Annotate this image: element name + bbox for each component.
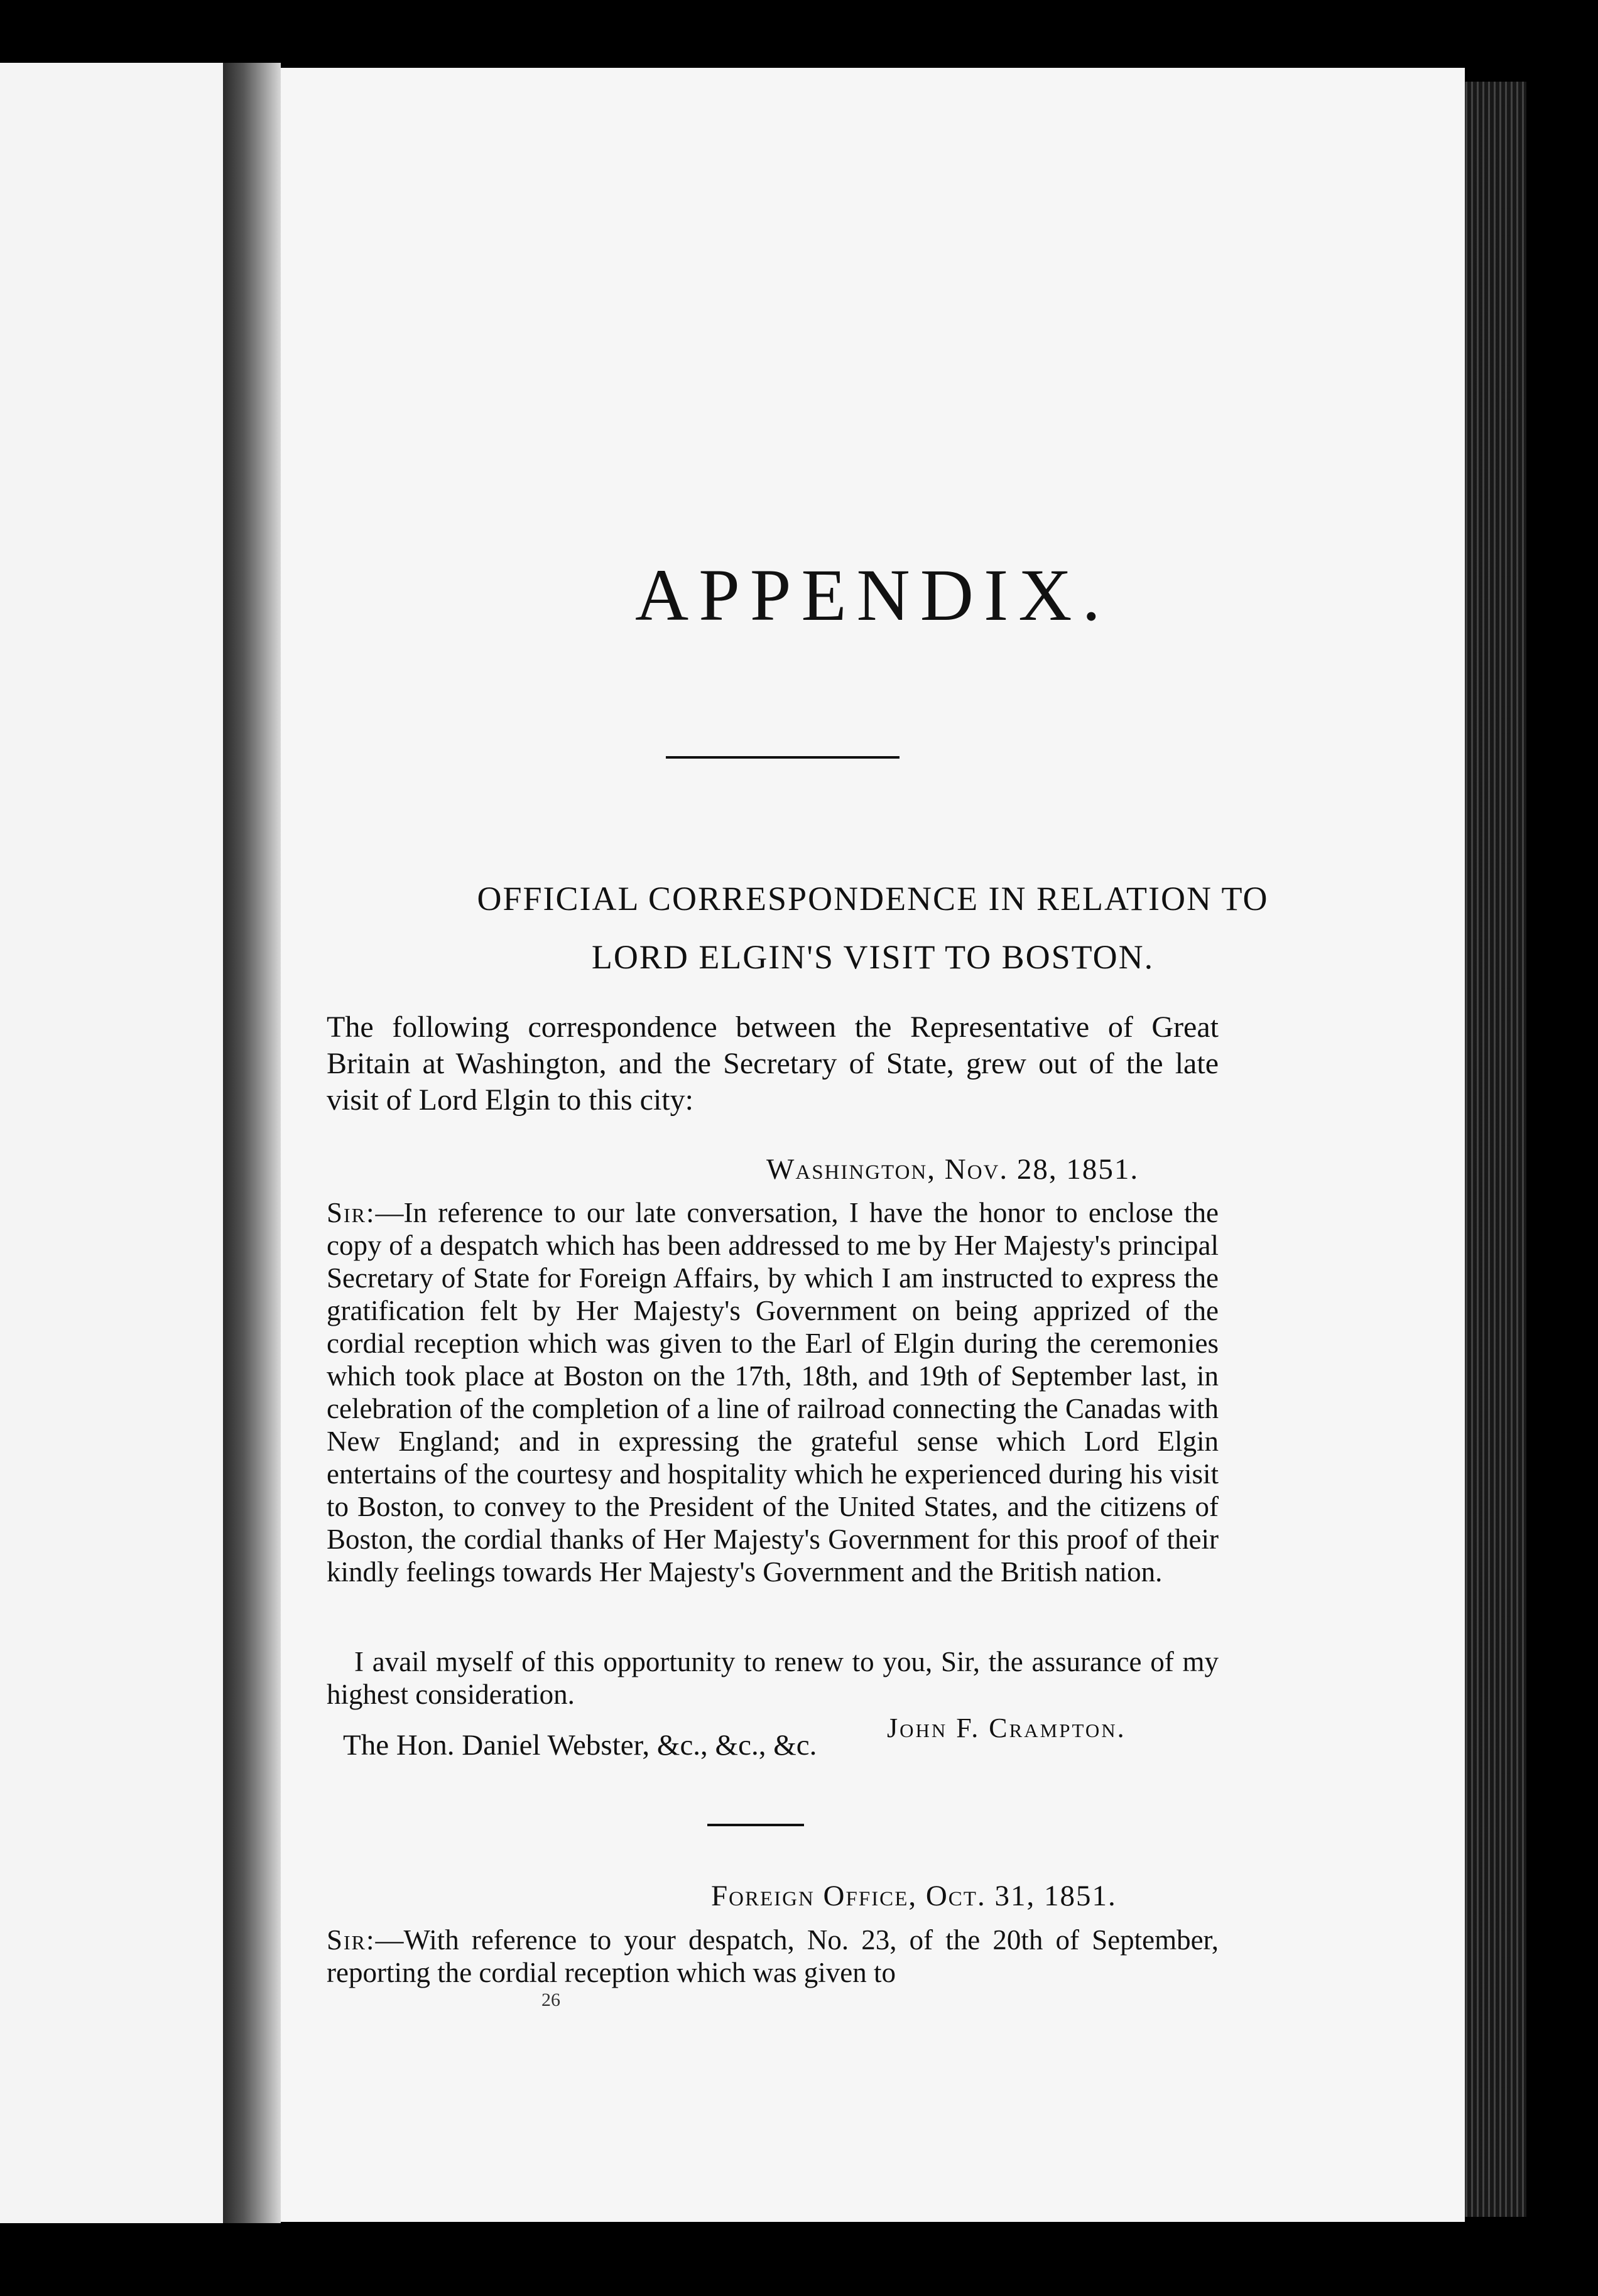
left-page — [0, 63, 223, 2223]
letter-1-body — [327, 1196, 1219, 1588]
intro-paragraph: The following correspondence between the Representative of Great Britain at Washington, and the Secretary of State, grew out of the late visit of Lord Elgin to this city: — [327, 1010, 1219, 1117]
section-heading-line-1: OFFICIAL CORRESPONDENCE IN RELATION TO — [477, 880, 1269, 918]
letter-1-salutation: Sir: — [327, 1197, 376, 1228]
letter-1-dateline: Washington, Nov. 28, 1851. — [766, 1153, 1139, 1186]
book-gutter — [223, 63, 281, 2223]
appendix-title: APPENDIX. — [635, 554, 1111, 636]
page-number: 26 — [541, 1990, 560, 2010]
letter-1-signature: John F. Crampton. — [887, 1713, 1126, 1743]
letter-1-text: —In reference to our late conversation, I have the honor to enclose the copy of a despatch which has been addressed to me by Her Majesty's principal Secretary of State for Foreign Affairs, by which I am instructed to express the gratification felt by Her Majesty's Government on being apprized of the cordial reception which was given to the Earl of Elgin during the ceremonies which took place at Boston on the 17th, 18th, and 19th of September last, in celebration of the completion of a line of railroad connecting the Canadas with New England; and in expressing the grateful sense which Lord Elgin entertains of the courtesy and hospitality which he experienced during his visit to Boston, to convey to the President of the United States, and the citizens of Boston, the cordial thanks of Her Majesty's Government for this proof of their kindly feelings towards Her Majesty's Government and the British nation. — [327, 1197, 1219, 1588]
letter-1-addressee: The Hon. Daniel Webster, &c., &c., &c. — [343, 1729, 817, 1762]
letter-2-text: —With reference to your despatch, No. 23, of the 20th of September, reporting the cordial reception which was given to — [327, 1924, 1219, 1988]
title-rule — [666, 756, 900, 759]
letter-2-dateline: Foreign Office, Oct. 31, 1851. — [711, 1880, 1117, 1912]
letter-2-body — [327, 1924, 1219, 1989]
section-rule — [707, 1824, 804, 1826]
letter-1-closing: I avail myself of this opportunity to renew to you, Sir, the assurance of my highest consideration. — [327, 1646, 1219, 1710]
section-heading-line-2: LORD ELGIN'S VISIT TO BOSTON. — [591, 938, 1155, 976]
letter-2-salutation: Sir: — [327, 1924, 376, 1956]
